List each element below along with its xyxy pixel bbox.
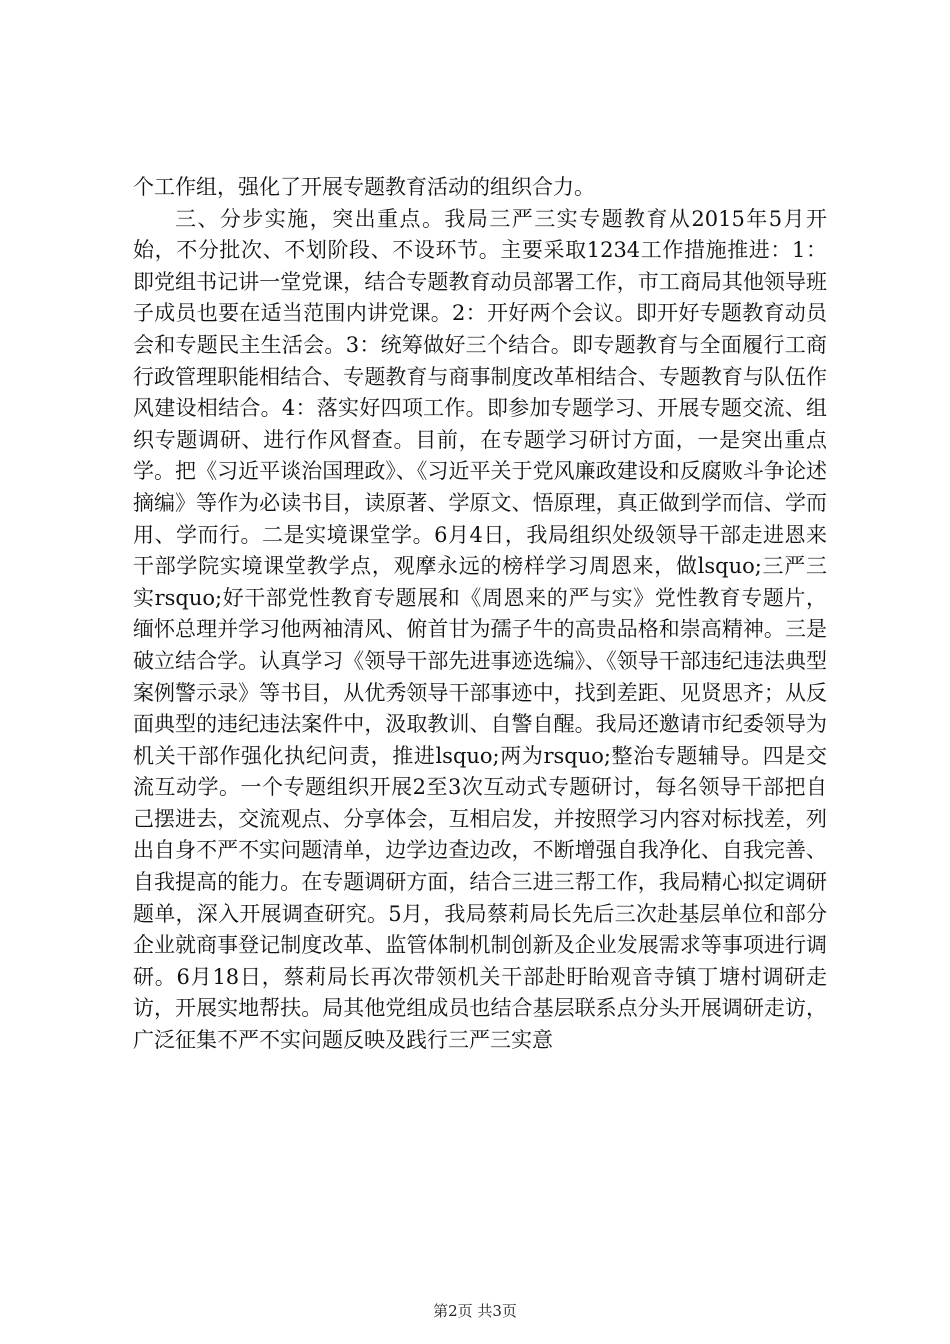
paragraph-continuation: 个工作组，强化了开展专题教育活动的组织合力。 — [133, 175, 595, 199]
document-body — [133, 172, 827, 1057]
paragraph-section-three: 三、分步实施，突出重点。我局三严三实专题教育从2015年5月开始，不分批次、不划阶段、不设环节。主要采取1234工作措施推进：1：即党组书记讲一堂党课，结合专题教育动员部署工作，市工商局其他领导班子成员也要在适当范围内讲党课。2：开好两个会议。即开好专题教育动员会和专题民主生活会。3：统筹做好三个结合。即专题教育与全面履行工商行政管理职能相结合、专题教育与商事制度改革相结合、专题教育与队伍作风建设相结合。4：落实好四项工作。即参加专题学习、开展专题交流、组织专题调研、进行作风督查。目前，在专题学习研讨方面，一是突出重点学。把《习近平谈治国理政》、《习近平关于党风廉政建设和反腐败斗争论述摘编》等作为必读书目，读原著、学原文、悟原理，真正做到学而信、学而用、学而行。二是实境课堂学。6月4日，我局组织处级领导干部走进恩来干部学院实境课堂教学点，观摩永远的榜样学习周恩来，做lsquo;三严三实rsquo;好干部党性教育专题展和《周恩来的严与实》党性教育专题片，缅怀总理并学习他两袖清风、俯首甘为孺子牛的高贵品格和崇高精神。三是破立结合学。认真学习《领导干部先进事迹选编》、《领导干部违纪违法典型案例警示录》等书目，从优秀领导干部事迹中，找到差距、见贤思齐；从反面典型的违纪违法案件中，汲取教训、自警自醒。我局还邀请市纪委领导为机关干部作强化执纪问责，推进lsquo;两为rsquo;整治专题辅导。四是交流互动学。一个专题组织开展2至3次互动式专题研讨，每名领导干部把自己摆进去，交流观点、分享体会，互相启发，并按照学习内容对标找差，列出自身不严不实问题清单，边学边查边改，不断增强自我净化、自我完善、自我提高的能力。在专题调研方面，结合三进三帮工作，我局精心拟定调研题单，深入开展调查研究。5月，我局蔡莉局长先后三次赴基层单位和部分企业就商事登记制度改革、监管体制机制创新及企业发展需求等事项进行调研。6月18日，蔡莉局长再次带领机关干部赴盱眙观音寺镇丁塘村调研走访，开展实地帮扶。局其他党组成员也结合基层联系点分头开展调研走访，广泛征集不严不实问题反映及践行三严三实意 — [133, 206, 827, 1053]
page-number-footer: 第2页 共3页 — [433, 1302, 517, 1320]
